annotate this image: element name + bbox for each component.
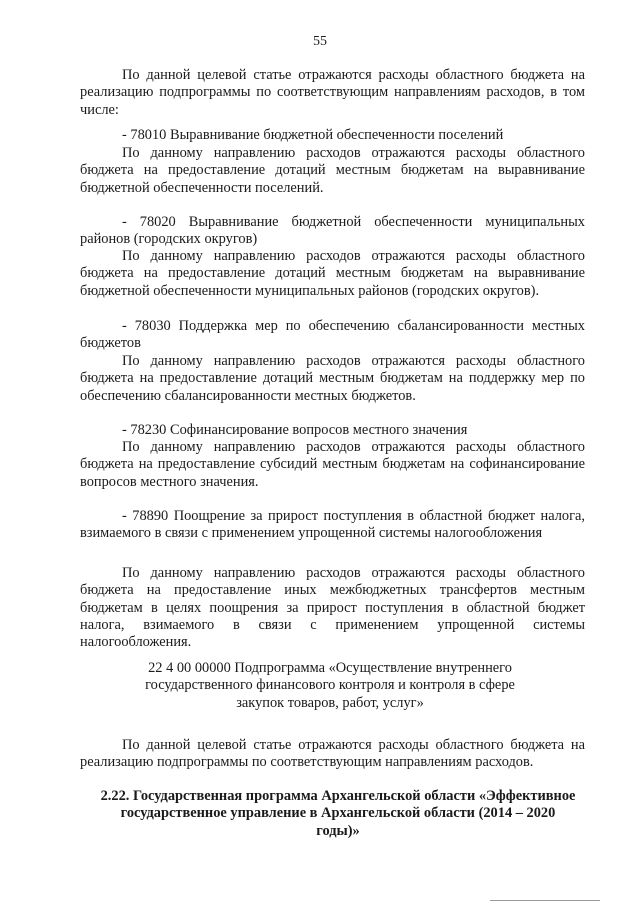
item-78010-heading: - 78010 Выравнивание бюджетной обеспеченности поселений bbox=[122, 127, 504, 143]
item-78010-description: По данному направлению расходов отражаются расходы областного бюджета на предоставление дотаций местным бюджетам на выравнивание бюджетной обеспеченности поселений. bbox=[80, 145, 585, 196]
item-78890-heading: - 78890 Поощрение за прирост поступления в областной бюджет налога, взимаемого в связи с применением упрощенной системы налогообложения bbox=[80, 508, 585, 542]
item-78030-heading: - 78030 Поддержка мер по обеспечению сбалансированности местных бюджетов bbox=[80, 318, 585, 352]
item-78020-description: По данному направлению расходов отражаются расходы областного бюджета на предоставление дотаций местным бюджетам на выравнивание бюджетной обеспеченности муниципальных районов (городских округов). bbox=[80, 248, 585, 299]
section-heading: 2.22. Государственная программа Архангельской области «Эффективное государственное управление в Архангельской области (2014 – 2020 годы)» bbox=[100, 788, 576, 839]
bottom-rule bbox=[490, 900, 600, 901]
item-78030-description: По данному направлению расходов отражаются расходы областного бюджета на предоставление дотаций местным бюджетам на поддержку мер по обеспечению сбалансированности местных бюджетов. bbox=[80, 353, 585, 404]
paragraph-subprogram: По данной целевой статье отражаются расходы областного бюджета на реализацию подпрограммы по соответствующим направлениям расходов. bbox=[80, 737, 585, 771]
item-78230-heading: - 78230 Софинансирование вопросов местного значения bbox=[122, 422, 468, 438]
item-78020-heading: - 78020 Выравнивание бюджетной обеспеченности муниципальных районов (городских округов) bbox=[80, 214, 585, 248]
subprogram-heading: 22 4 00 00000 Подпрограмма «Осуществление внутреннего государственного финансового контроля и контроля в сфере закупок товаров, работ, услуг» bbox=[145, 660, 515, 711]
paragraph-intro: По данной целевой статье отражаются расходы областного бюджета на реализацию подпрограммы по соответствующим направлениям расходов, в том числе: bbox=[80, 67, 585, 118]
item-78890-description: По данному направлению расходов отражаются расходы областного бюджета на предоставление иных межбюджетных трансфертов местным бюджетам в целях поощрения за прирост поступления в областной бюджет налога, взимаемого в связи с применением упрощенной системы налогообложения. bbox=[80, 565, 585, 651]
item-78230-description: По данному направлению расходов отражаются расходы областного бюджета на предоставление субсидий местным бюджетам на софинансирование вопросов местного значения. bbox=[80, 439, 585, 490]
page-number: 55 bbox=[313, 34, 327, 49]
